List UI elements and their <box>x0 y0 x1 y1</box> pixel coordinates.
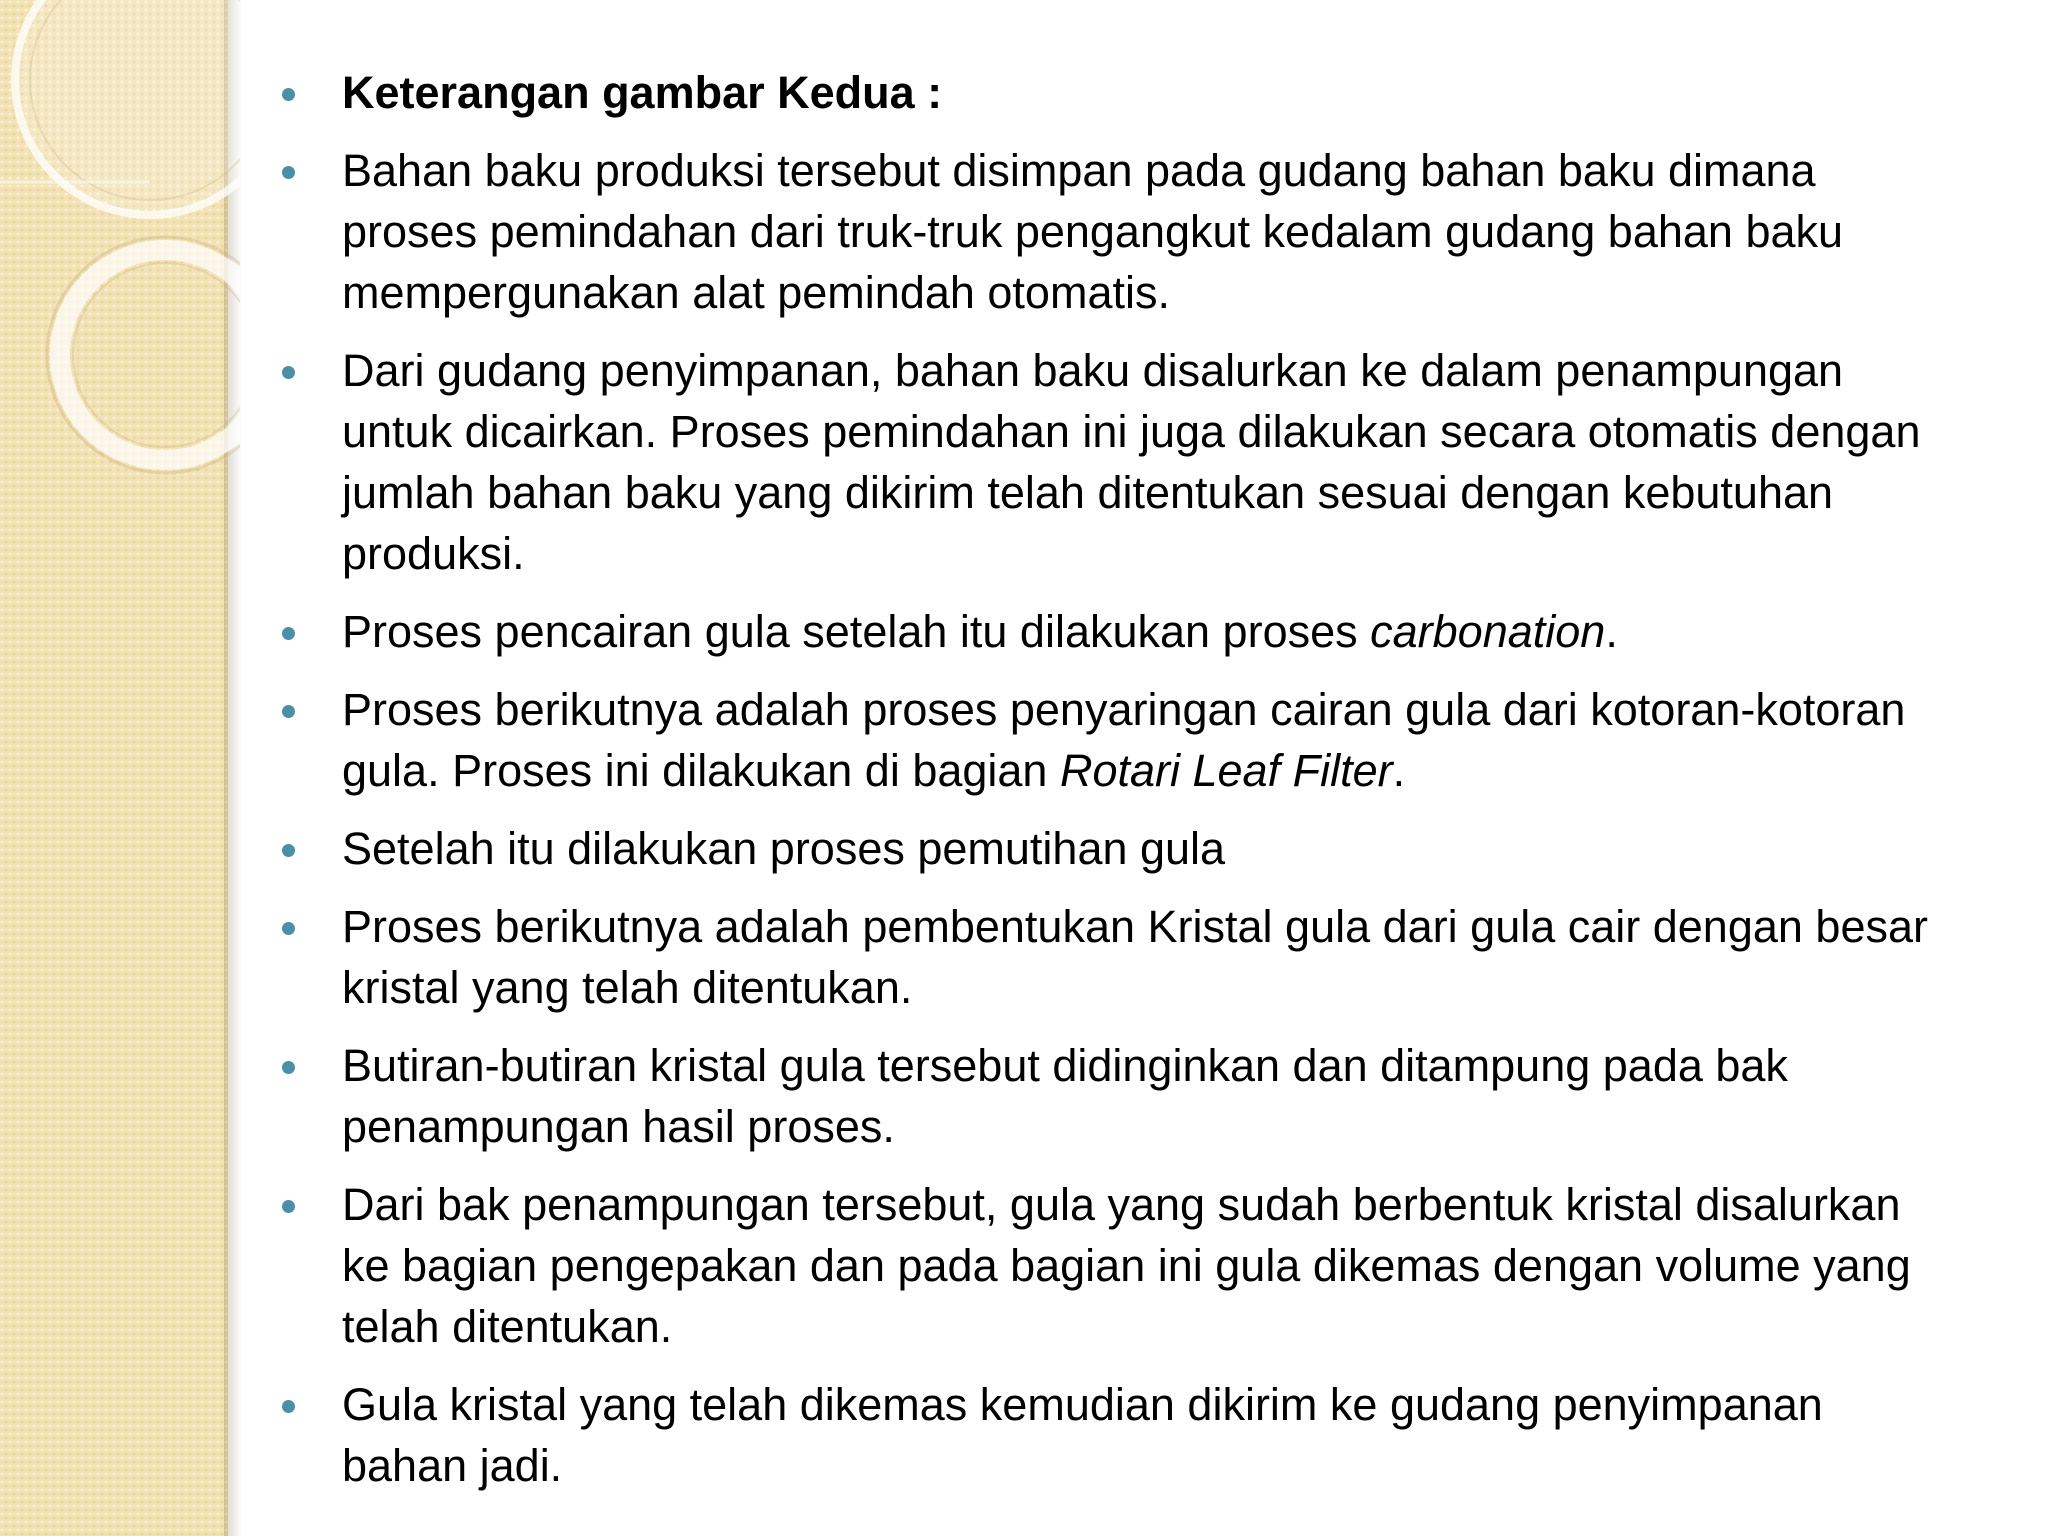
bullet-text: Setelah itu dilakukan proses pemutihan gula <box>342 823 1226 874</box>
bullet-dot-icon <box>282 166 295 179</box>
bullet-dot-icon <box>282 366 295 379</box>
bullet-text: Proses berikutnya adalah pembentukan Kristal gula dari gula cair dengan besar kristal yang telah ditentukan. <box>342 901 1928 1013</box>
bullet-dot-icon <box>282 1200 295 1213</box>
bullet-text: Butiran-butiran kristal gula tersebut didinginkan dan ditampung pada bak penampungan hasil proses. <box>342 1040 1788 1152</box>
bullet-italic-term: Rotari Leaf Filter <box>1059 745 1393 796</box>
bullet-item <box>270 140 1930 323</box>
bullet-dot-icon <box>282 705 295 718</box>
bullet-dot-icon <box>282 844 295 857</box>
bullet-text: Proses berikutnya adalah proses penyaringan cairan gula dari kotoran-kotoran gula. Proses ini dilakukan di bagian <box>342 684 1906 796</box>
bullet-text: Dari gudang penyimpanan, bahan baku disalurkan ke dalam penampungan untuk dicairkan. Proses pemindahan ini juga dilakukan secara otomatis dengan jumlah bahan baku yang dikirim telah ditentukan sesuai dengan kebutuhan produksi. <box>342 345 1921 579</box>
decorative-rings-icon <box>0 0 240 520</box>
bullet-text: Gula kristal yang telah dikemas kemudian dikirim ke gudang penyimpanan bahan jadi. <box>342 1379 1823 1491</box>
bullet-item <box>270 818 1930 879</box>
bullet-italic-term: carbonation <box>1370 606 1606 657</box>
bullet-item <box>270 1035 1930 1157</box>
bullet-text: Bahan baku produksi tersebut disimpan pada gudang bahan baku dimana proses pemindahan dari truk-truk pengangkut kedalam gudang bahan baku mempergunakan alat pemindah otomatis. <box>342 145 1844 318</box>
bullet-item <box>270 601 1930 662</box>
bullet-heading: Keterangan gambar Kedua : <box>342 67 943 118</box>
bullet-item <box>270 679 1930 801</box>
bullet-item <box>270 340 1930 584</box>
bullet-item <box>270 62 1930 123</box>
slide-content <box>270 62 1930 1513</box>
bullet-dot-icon <box>282 922 295 935</box>
bullet-text: Dari bak penampungan tersebut, gula yang sudah berbentuk kristal disalurkan ke bagian pengepakan dan pada bagian ini gula dikemas dengan volume yang telah ditentukan. <box>342 1179 1911 1352</box>
bullet-dot-icon <box>282 627 295 640</box>
bullet-list <box>270 62 1930 1496</box>
bullet-item <box>270 1374 1930 1496</box>
bullet-dot-icon <box>282 88 295 101</box>
bullet-dot-icon <box>282 1061 295 1074</box>
bullet-text: Proses pencairan gula setelah itu dilakukan proses <box>342 606 1371 657</box>
bullet-dot-icon <box>282 1400 295 1413</box>
bullet-item <box>270 1174 1930 1357</box>
bullet-item <box>270 896 1930 1018</box>
bullet-text-end: . <box>1392 745 1406 796</box>
bullet-text-end: . <box>1605 606 1618 657</box>
